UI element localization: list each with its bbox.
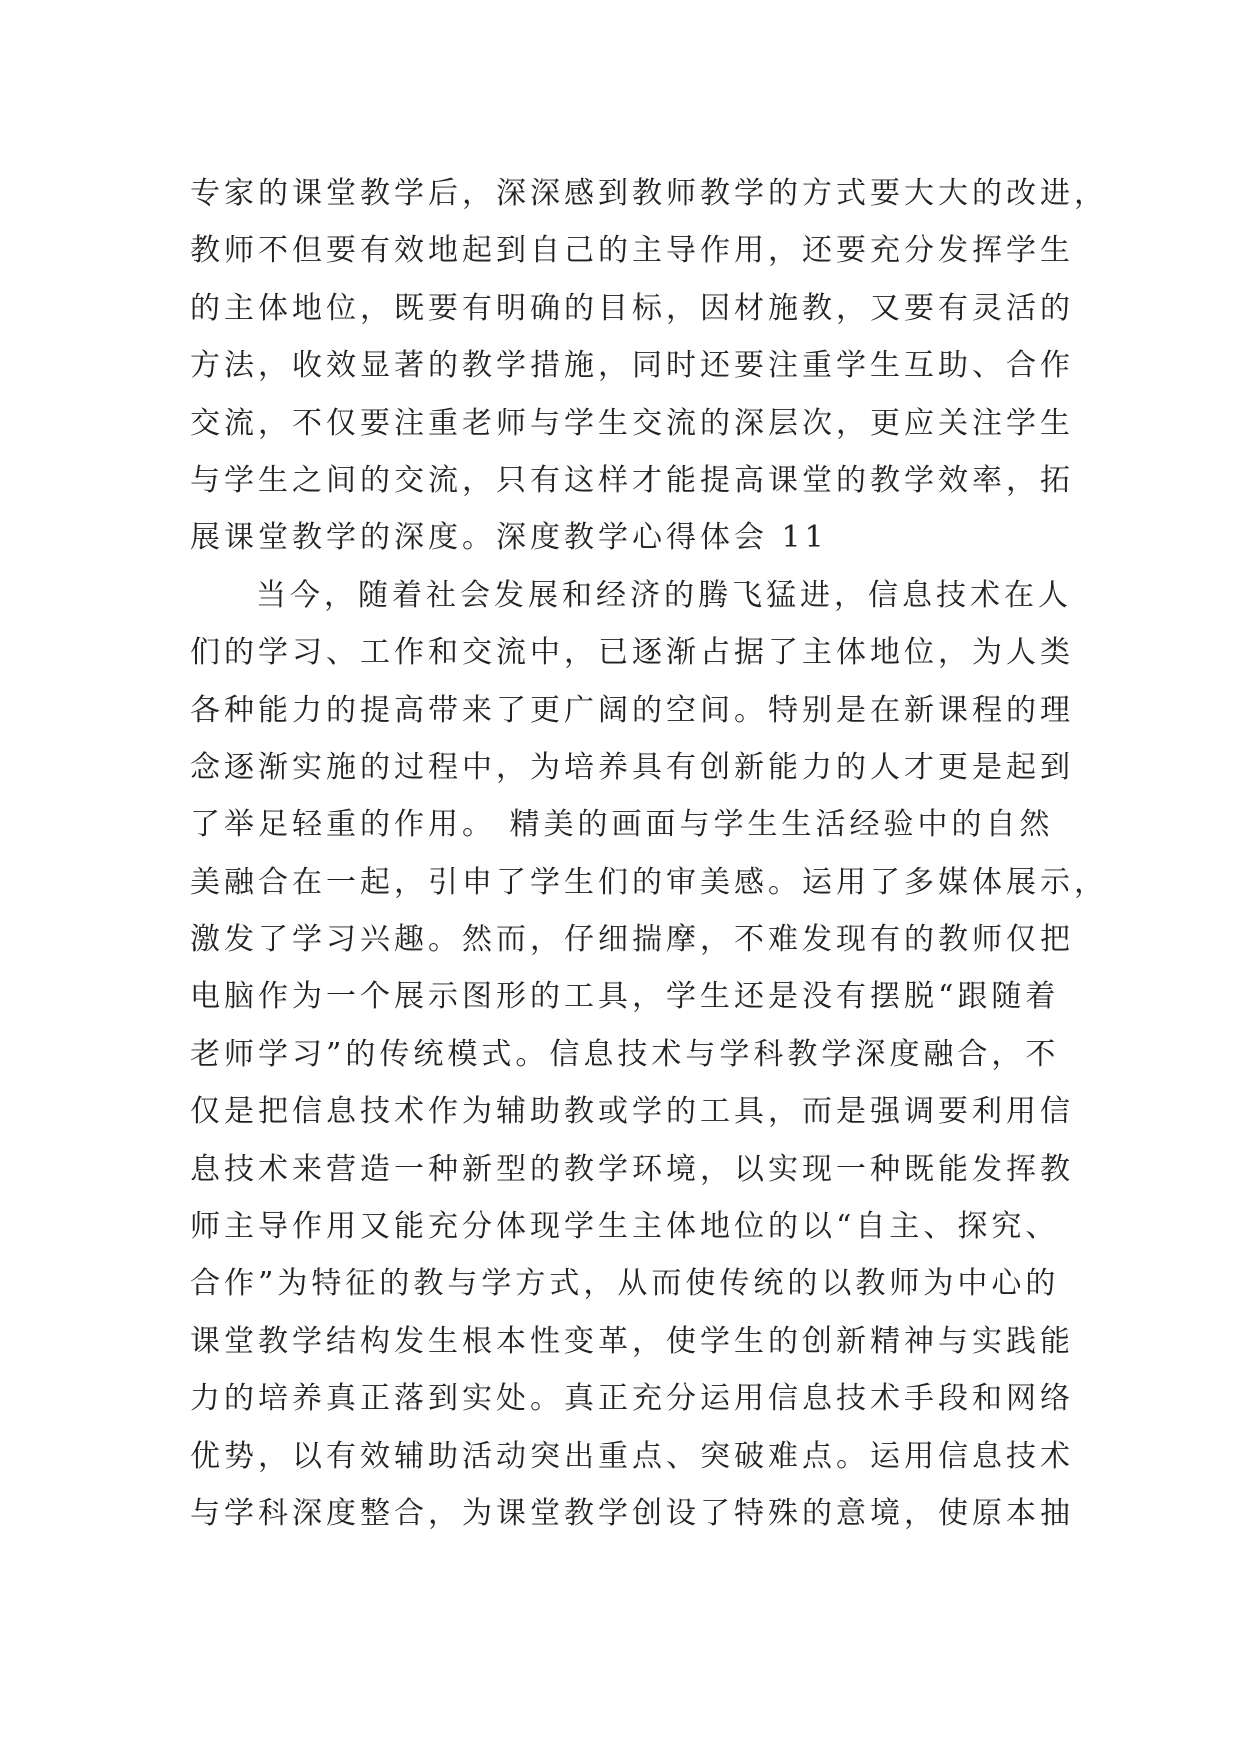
text-line: 与学生之间的交流，只有这样才能提高课堂的教学效率，拓: [190, 462, 1074, 498]
text-line: 电脑作为一个展示图形的工具，学生还是没有摆脱“跟随着: [190, 979, 1060, 1015]
text-line: 们的学习、工作和交流中，已逐渐占据了主体地位，为人类: [190, 635, 1074, 671]
text-line: 展课堂教学的深度。深度教学心得体会 11: [190, 520, 828, 556]
text-line: 师主导作用又能充分体现学生主体地位的以“自主、探究、: [190, 1209, 1060, 1245]
text-line: 课堂教学结构发生根本性变革，使学生的创新精神与实践能: [190, 1323, 1074, 1359]
text-line: 各种能力的提高带来了更广阔的空间。特别是在新课程的理: [190, 692, 1074, 728]
text-line: 教师不但要有效地起到自己的主导作用，还要充分发挥学生: [190, 233, 1074, 269]
text-line: 美融合在一起，引申了学生们的审美感。运用了多媒体展示，: [190, 864, 1108, 900]
text-line: 息技术来营造一种新型的教学环境，以实现一种既能发挥教: [190, 1151, 1074, 1187]
text-line: 专家的课堂教学后，深深感到教师教学的方式要大大的改进，: [190, 176, 1108, 211]
text-line: 优势，以有效辅助活动突出重点、突破难点。运用信息技术: [190, 1438, 1074, 1474]
text-line: 力的培养真正落到实处。真正充分运用信息技术手段和网络: [190, 1381, 1074, 1417]
text-line: 与学科深度整合，为课堂教学创设了特殊的意境，使原本抽: [190, 1495, 1074, 1531]
text-line: 念逐渐实施的过程中，为培养具有创新能力的人才更是起到: [190, 749, 1074, 785]
text-line: 方法，收效显著的教学措施，同时还要注重学生互助、合作: [190, 348, 1074, 384]
text-line: 合作”为特征的教与学方式，从而使传统的以教师为中心的: [190, 1266, 1060, 1302]
text-line: 激发了学习兴趣。然而，仔细揣摩，不难发现有的教师仅把: [190, 922, 1074, 958]
text-line: 仅是把信息技术作为辅助教或学的工具，而是强调要利用信: [190, 1094, 1074, 1130]
paragraph-first-line: 当今，随着社会发展和经济的腾飞猛进，信息技术在人: [256, 577, 1072, 613]
text-line: 老师学习”的传统模式。信息技术与学科教学深度融合，不: [190, 1036, 1060, 1072]
text-line: 的主体地位，既要有明确的目标，因材施教，又要有灵活的: [190, 290, 1074, 326]
text-line: 了举足轻重的作用。 精美的画面与学生生活经验中的自然: [190, 807, 1054, 843]
text-line: 交流，不仅要注重老师与学生交流的深层次，更应关注学生: [190, 405, 1074, 441]
document-body: [190, 165, 1108, 1542]
